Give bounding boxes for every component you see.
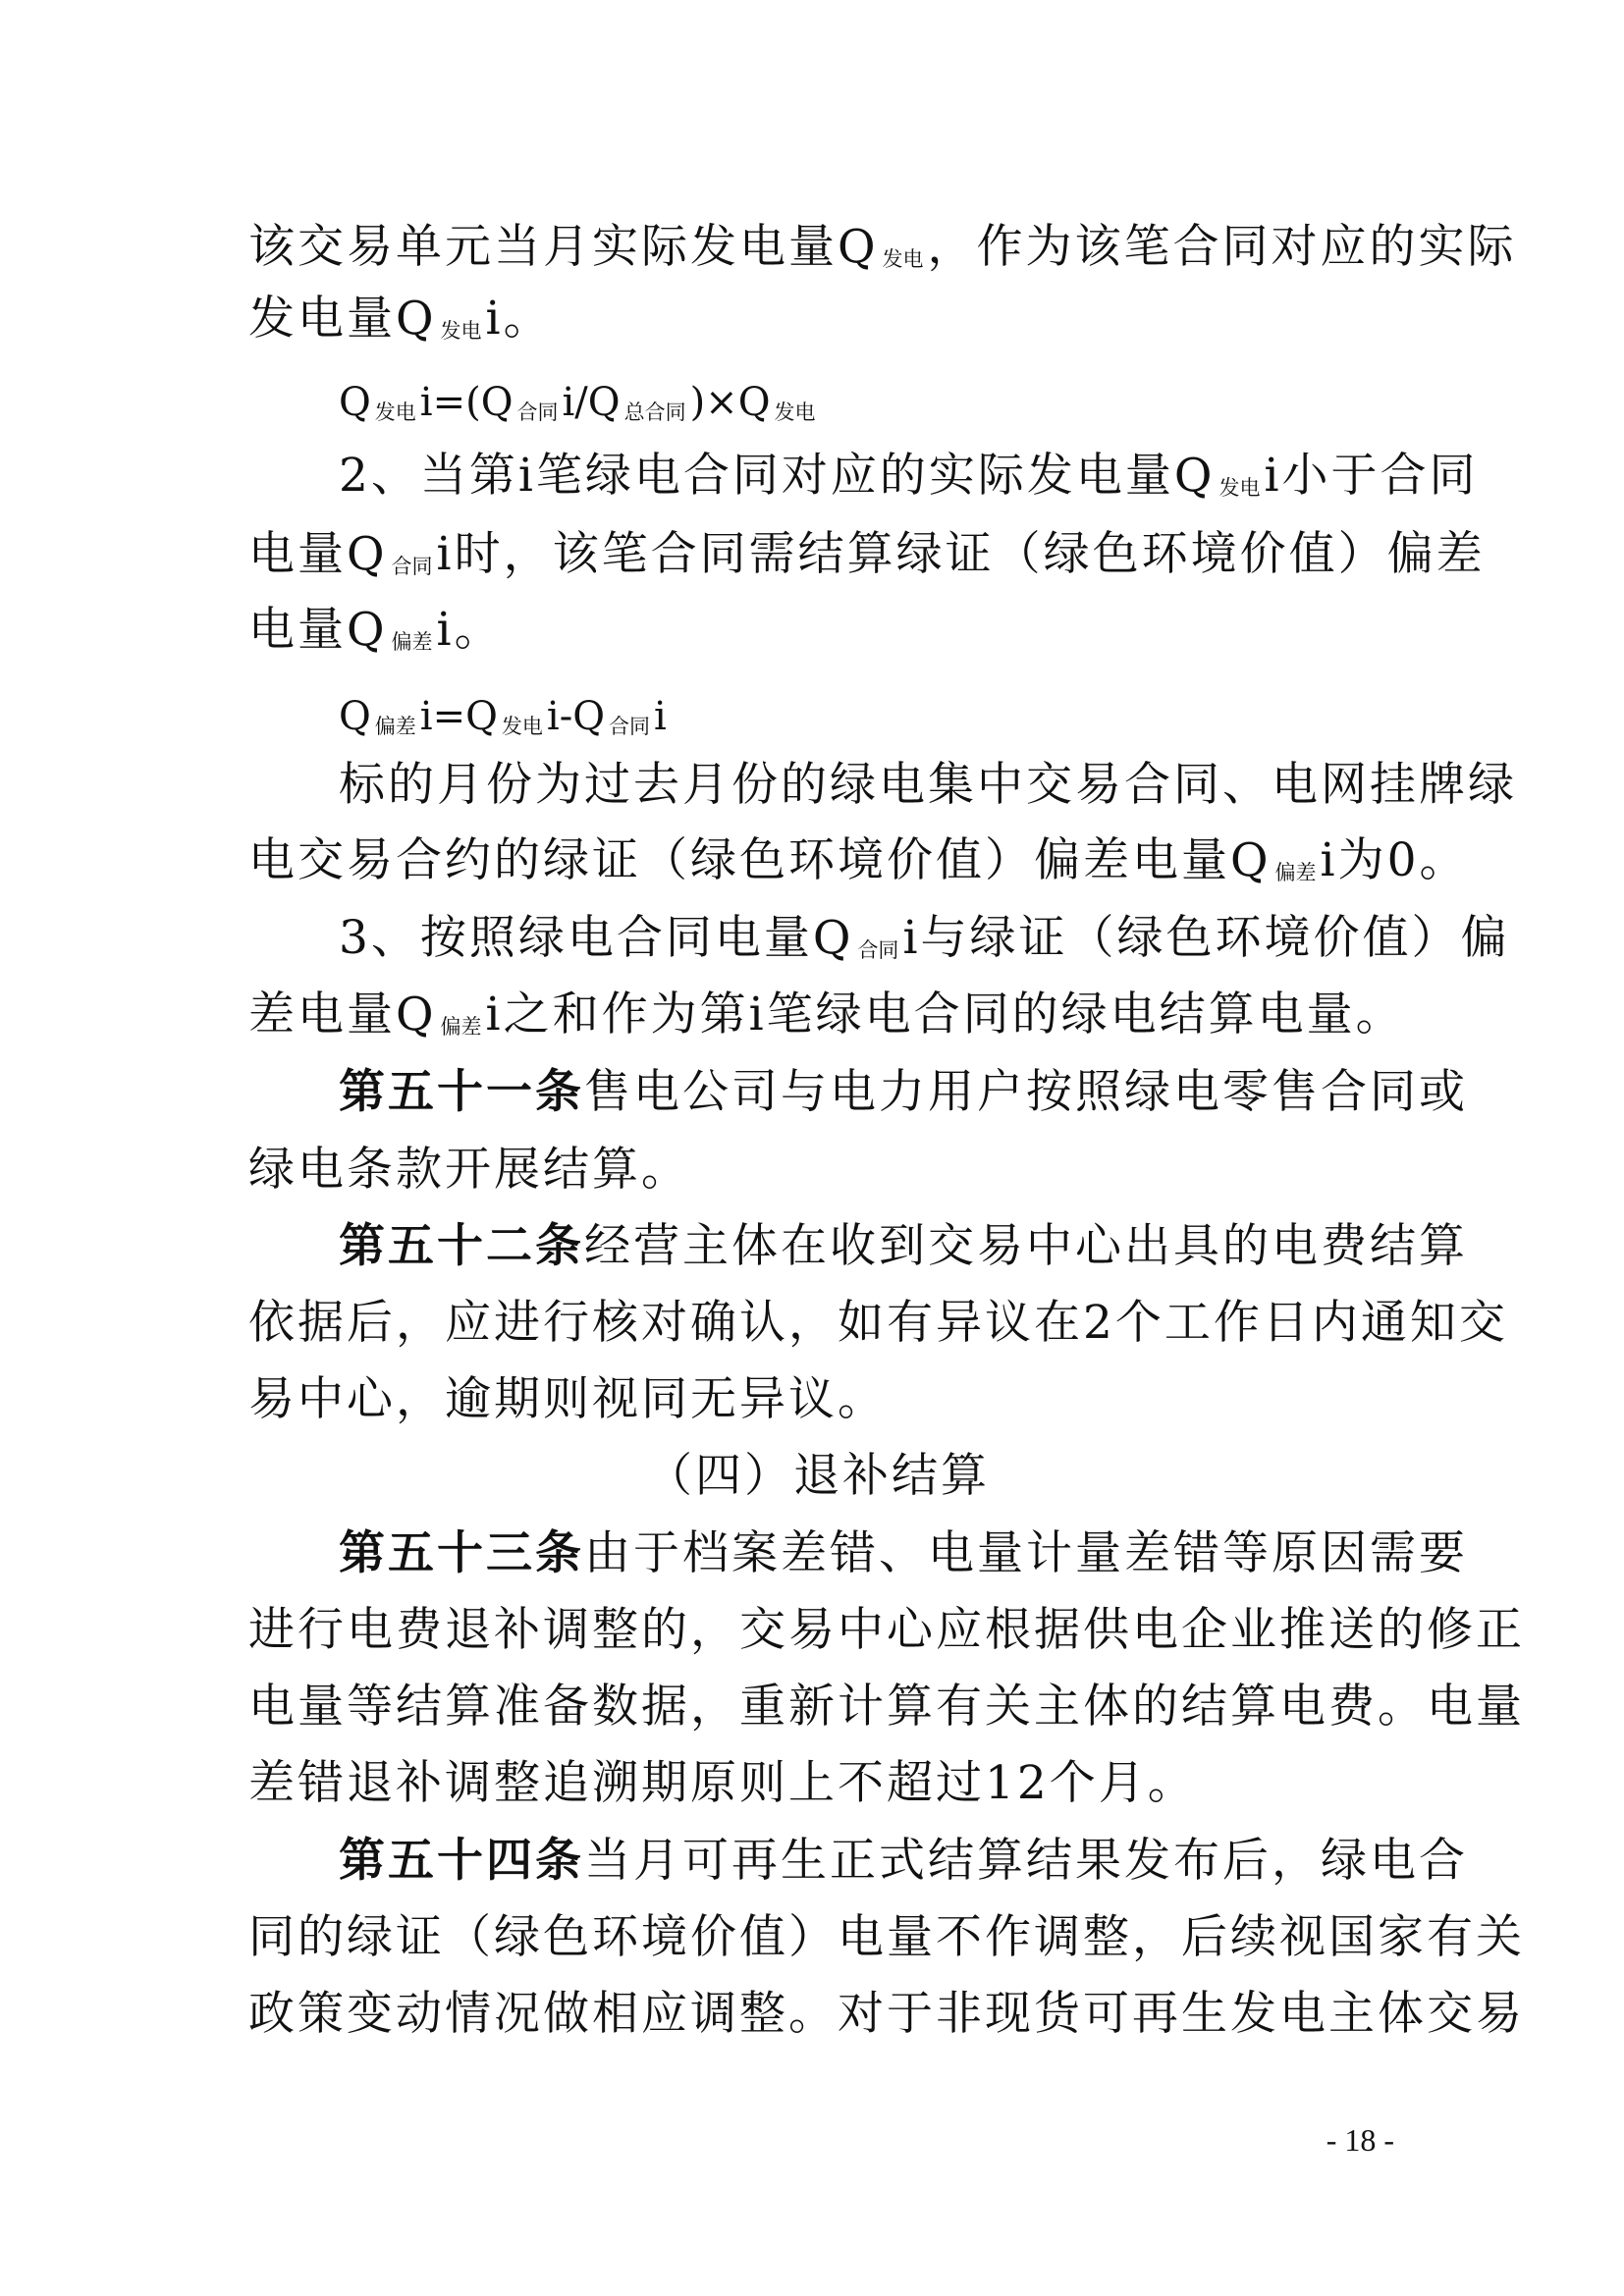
text-line: 易中心，逾期则视同无异议。	[248, 1372, 887, 1426]
text-line: 标的月份为过去月份的绿电集中交易合同、电网挂牌绿	[339, 758, 1517, 812]
text-line: 依据后，应进行核对确认，如有异议在2个工作日内通知交	[248, 1296, 1508, 1350]
text-line: 电交易合约的绿证（绿色环境价值）偏差电量Q 偏差i为0。	[248, 833, 1469, 887]
text-line: 进行电费退补调整的，交易中心应根据供电企业推送的修正	[248, 1603, 1525, 1657]
section-heading: （四）退补结算	[646, 1449, 990, 1503]
text-line: 发电量Q 发电i。	[248, 292, 553, 346]
article-heading: 第五十一条	[339, 1065, 584, 1119]
article-53-line: 第五十三条由于档案差错、电量计量差错等原因需要	[339, 1526, 1468, 1580]
formula-line: Q发电 i=(Q 合同 i/Q 总合同 )×Q 发电	[339, 380, 816, 425]
text-line: 电量Q 合同i时，该笔合同需结算绿证（绿色环境价值）偏差	[248, 527, 1486, 581]
text-line: 3、按照绿电合同电量Q 合同i与绿证（绿色环境价值）偏	[339, 911, 1510, 965]
article-54-line: 第五十四条当月可再生正式结算结果发布后，绿电合	[339, 1834, 1468, 1888]
article-52-line: 第五十二条经营主体在收到交易中心出具的电费结算	[339, 1219, 1468, 1273]
text-line: 该交易单元当月实际发电量Q 发电，作为该笔合同对应的实际	[248, 220, 1517, 274]
text-line: 绿电条款开展结算。	[248, 1143, 690, 1197]
formula-line: Q偏差 i=Q 发电 i-Q 合同 i	[339, 694, 667, 739]
text-line: 差电量Q 偏差i之和作为第i笔绿电合同的绿电结算电量。	[248, 988, 1405, 1041]
page-number: - 18 -	[1326, 2122, 1394, 2158]
article-51-line: 第五十一条售电公司与电力用户按照绿电零售合同或	[339, 1065, 1468, 1119]
text-line: 2、当第i笔绿电合同对应的实际发电量Q 发电i小于合同	[339, 449, 1479, 503]
text-line: 政策变动情况做相应调整。对于非现货可再生发电主体交易	[248, 1987, 1525, 2041]
article-heading: 第五十四条	[339, 1834, 584, 1888]
text-line: 同的绿证（绿色环境价值）电量不作调整，后续视国家有关	[248, 1910, 1525, 1964]
article-heading: 第五十二条	[339, 1219, 584, 1273]
article-heading: 第五十三条	[339, 1526, 584, 1580]
text-line: 电量等结算准备数据，重新计算有关主体的结算电费。电量	[248, 1680, 1525, 1734]
text-line: 电量Q 偏差i。	[248, 603, 504, 657]
text-line: 差错退补调整追溯期原则上不超过12个月。	[248, 1756, 1197, 1810]
